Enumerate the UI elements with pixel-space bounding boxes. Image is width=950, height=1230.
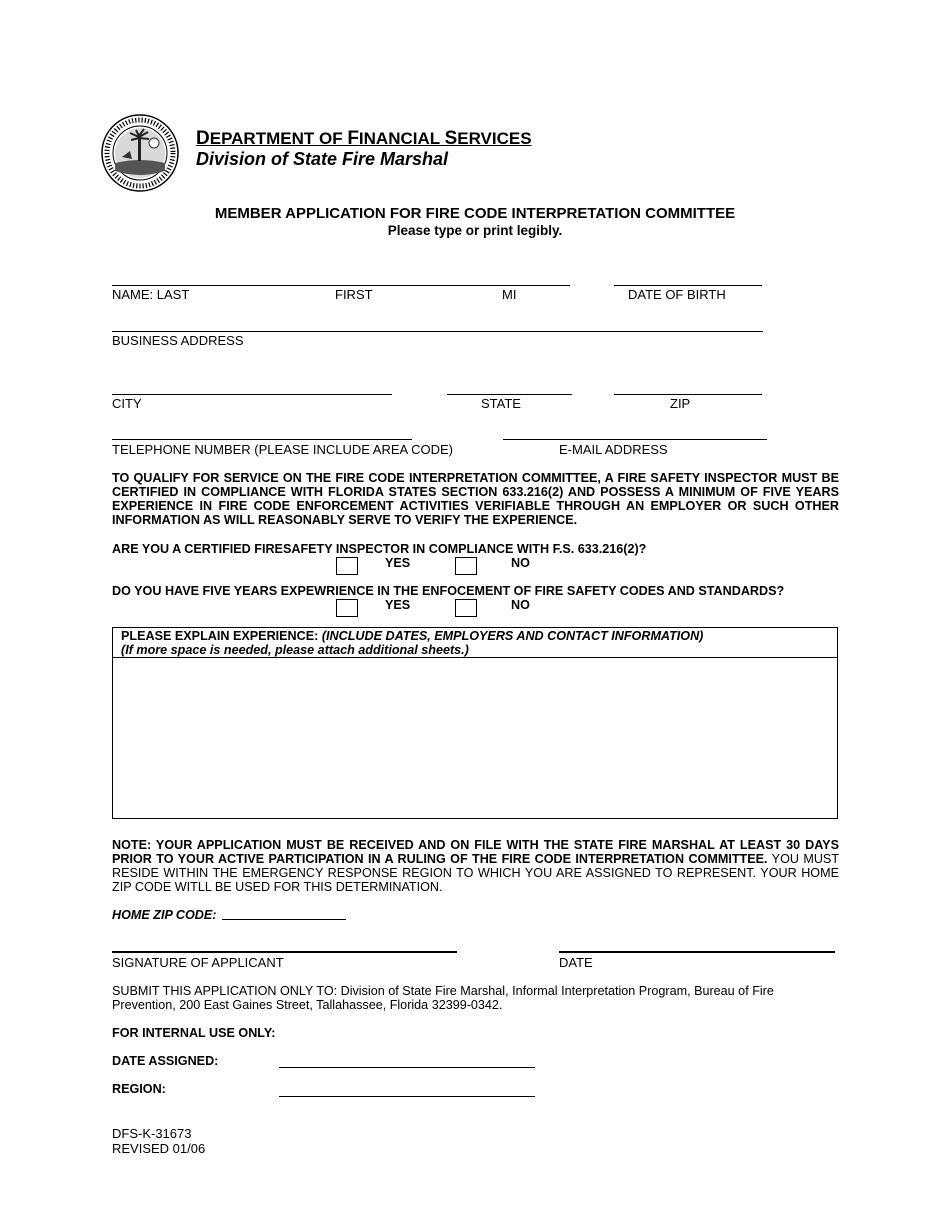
date-assigned-label: DATE ASSIGNED:: [112, 1054, 219, 1068]
home-zip-label: HOME ZIP CODE:: [112, 908, 217, 922]
city-label: CITY: [112, 396, 142, 411]
name-field[interactable]: [112, 285, 570, 286]
telephone-field[interactable]: [112, 439, 412, 440]
date-assigned-field[interactable]: [279, 1067, 535, 1068]
signature-field[interactable]: [112, 951, 457, 953]
email-field[interactable]: [503, 439, 767, 440]
state-field[interactable]: [447, 394, 572, 395]
business-address-label: BUSINESS ADDRESS: [112, 333, 244, 348]
email-label: E-MAIL ADDRESS: [559, 442, 668, 457]
dob-field[interactable]: [614, 285, 762, 286]
q2-no-checkbox[interactable]: [455, 599, 477, 617]
name-last-label: NAME: LAST: [112, 287, 190, 302]
experience-box-header: [113, 628, 837, 658]
note-regular: YOU MUST RESIDE WITHIN THE EMERGENCY RESPONSE REGION TO WHICH YOU ARE ASSIGNED TO REPRESENT. YOUR HOME ZIP CODE WITLL BE USED FOR THIS DETERMINATION.: [112, 852, 840, 894]
florida-state-seal: [100, 113, 180, 193]
submit-instructions: SUBMIT THIS APPLICATION ONLY TO: Division of State Fire Marshal, Informal Interpretation Program, Bureau of Fire Prevention, 200 East Gaines Street, Tallahassee, Florida 32399-0342.: [112, 984, 774, 1012]
home-zip-field[interactable]: [222, 919, 346, 920]
department-name: DEPARTMENT OF FINANCIAL SERVICES: [196, 128, 532, 149]
qualification-text: TO QUALIFY FOR SERVICE ON THE FIRE CODE INTERPRETATION COMMITTEE, A FIRE SAFETY INSPECTOR MUST BE CERTIFIED IN COMPLIANCE WITH FLORIDA STATES SECTION 633.216(2) AND POSSESS A MINIMUM OF FIVE YEARS EXPERIENCE IN FIRE CODE ENFORCEMENT ACTIVITIES VERIFIABLE THROUGH AN EMPLOYER OR SUCH OTHER INFORMATION AS WILL REASONABLY SERVE TO VERIFY THE EXPERIENCE.: [112, 471, 839, 527]
first-label: FIRST: [335, 287, 373, 302]
q1-no-checkbox[interactable]: [455, 557, 477, 575]
q1-yes-label: YES: [385, 556, 411, 570]
zip-label: ZIP: [670, 396, 691, 411]
q1-yes-checkbox[interactable]: [336, 557, 358, 575]
division-name: Division of State Fire Marshal: [196, 149, 449, 169]
experience-note: (If more space is needed, please attach additional sheets.): [121, 643, 469, 657]
application-note: [112, 838, 839, 894]
form-number: DFS-K-31673: [112, 1126, 192, 1141]
question-experience: DO YOU HAVE FIVE YEARS EXPEWRIENCE IN THE ENFOCEMENT OF FIRE SAFETY CODES AND STANDARDS?: [112, 584, 785, 598]
state-label: STATE: [481, 396, 521, 411]
q2-yes-checkbox[interactable]: [336, 599, 358, 617]
dob-label: DATE OF BIRTH: [628, 287, 726, 302]
form-title: MEMBER APPLICATION FOR FIRE CODE INTERPRETATION COMMITTEE: [214, 205, 736, 222]
question-certified: ARE YOU A CERTIFIED FIRESAFETY INSPECTOR IN COMPLIANCE WITH F.S. 633.216(2)?: [112, 542, 647, 556]
internal-use-label: FOR INTERNAL USE ONLY:: [112, 1026, 276, 1040]
business-address-field[interactable]: [112, 331, 763, 332]
experience-heading: PLEASE EXPLAIN EXPERIENCE: (INCLUDE DATES, EMPLOYERS AND CONTACT INFORMATION): [121, 629, 704, 643]
city-field[interactable]: [112, 394, 392, 395]
zip-field[interactable]: [614, 394, 762, 395]
q1-no-label: NO: [511, 556, 530, 570]
region-label: REGION:: [112, 1082, 166, 1096]
experience-box: [112, 627, 838, 819]
date-field[interactable]: [559, 951, 835, 953]
telephone-label: TELEPHONE NUMBER (PLEASE INCLUDE AREA CODE): [112, 442, 453, 457]
revised-date: REVISED 01/06: [112, 1141, 206, 1156]
region-field[interactable]: [279, 1096, 535, 1097]
mi-label: MI: [502, 287, 517, 302]
experience-textarea[interactable]: [113, 658, 837, 818]
q2-yes-label: YES: [385, 598, 411, 612]
signature-label: SIGNATURE OF APPLICANT: [112, 955, 284, 970]
q2-no-label: NO: [511, 598, 530, 612]
date-label: DATE: [559, 955, 593, 970]
form-subtitle: Please type or print legibly.: [387, 223, 563, 238]
note-bold: NOTE: YOUR APPLICATION MUST BE RECEIVED AND ON FILE WITH THE STATE FIRE MARSHAL AT LEAST 30 DAYS PRIOR TO YOUR ACTIVE PARTICIPATION IN A RULING OF THE FIRE CODE INTERPRETATION COMMITTEE.: [112, 838, 839, 866]
